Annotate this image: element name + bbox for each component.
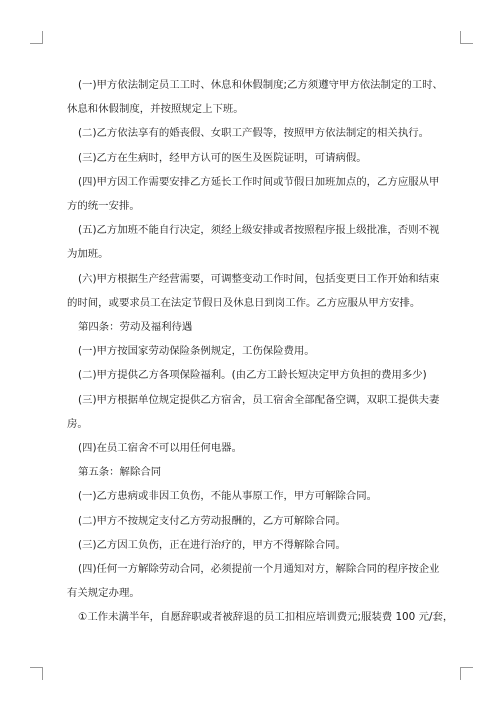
text-line: (四)任何一方解除劳动合同，必须提前一个月通知对方，解除合同的程序按企业 [78,563,440,576]
crop-mark-top-right [460,31,473,44]
text-line: (二)乙方依法享有的婚丧假、女职工产假等，按照甲方依法制定的相关执行。 [78,127,429,140]
text-line: 休息和休假制度，并按照规定上下班。 [67,103,244,116]
crop-mark-top-left [30,31,43,44]
text-line: 房。 [67,417,88,430]
text-line: (三)乙方在生病时，经甲方认可的医生及医院证明，可请病假。 [78,151,367,164]
text-line: 的时间，或要求员工在法定节假日及休息日到岗工作。乙方应服从甲方安排。 [67,296,421,309]
text-line: (一)甲方按国家劳动保险条例规定，工伤保险费用。 [78,345,315,358]
crop-mark-bottom-right [460,667,473,680]
section-heading: 第五条：解除合同 [78,466,162,479]
text-line: ①工作未满半年，自愿辞职或者被辞退的员工扣相应培训费元;服装费 100 元/套， [78,611,454,624]
text-line: 为加班。 [67,248,109,261]
text-line: 方的统一安排。 [67,200,140,213]
text-line: 有关规定办理。 [67,587,140,600]
text-line: (六)甲方根据生产经营需要，可调整变动工作时间，包括变更日工作开始和结束 [78,272,440,285]
text-line: (四)在员工宿舍不可以用任何电器。 [78,442,242,455]
text-line: (二)甲方不按规定支付乙方劳动报酬的，乙方可解除合同。 [78,514,346,527]
text-line: (五)乙方加班不能自行决定，须经上级安排或者按照程序报上级批准，否则不视 [78,224,440,237]
text-line: (二)甲方提供乙方各项保险福利。(由乙方工龄长短决定甲方负担的费用多少) [78,369,427,382]
section-heading: 第四条：劳动及福利待遇 [78,321,193,334]
crop-mark-bottom-left [30,667,43,680]
text-line: (四)甲方因工作需要安排乙方延长工作时间或节假日加班加点的，乙方应服从甲 [78,175,440,188]
text-line: (三)甲方根据单位规定提供乙方宿舍，员工宿舍全部配备空调，双职工提供夫妻 [78,393,440,406]
text-line: (一)甲方依法制定员工工时、休息和休假制度;乙方须遵守甲方依法制定的工时、 [78,79,443,91]
text-line: (三)乙方因工负伤，正在进行治疗的，甲方不得解除合同。 [78,538,346,551]
document-body [67,73,454,630]
text-line: (一)乙方患病或非因工负伤，不能从事原工作，甲方可解除合同。 [78,490,378,503]
